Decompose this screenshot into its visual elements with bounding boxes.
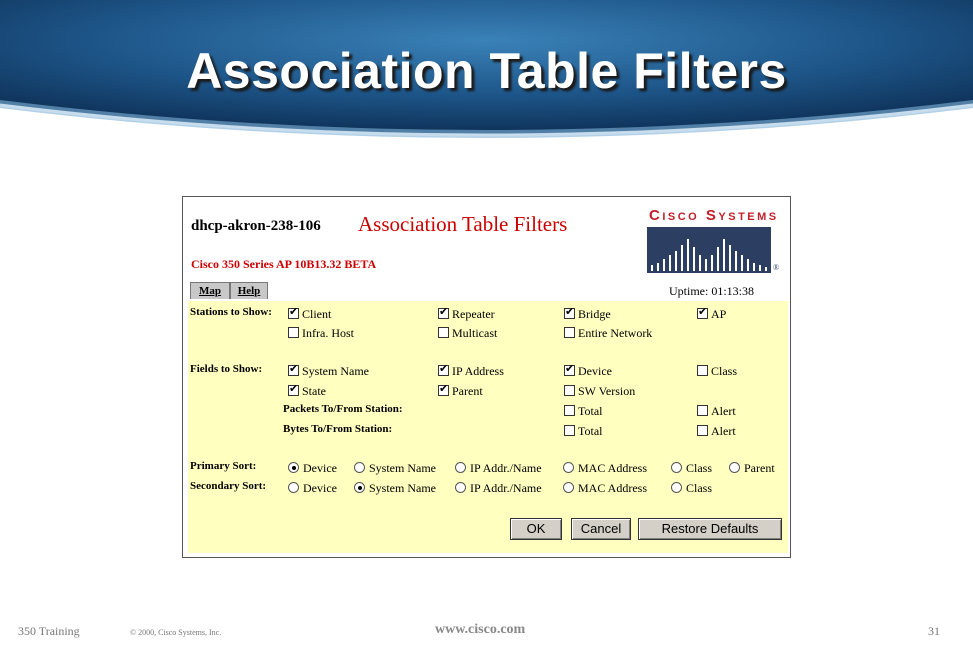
repeater-checkbox[interactable] <box>438 308 449 319</box>
primary-sort-device[interactable] <box>288 461 337 475</box>
ip-address-label: IP Address <box>452 364 504 378</box>
packets-total-label: Total <box>578 404 603 418</box>
bytes-label: Bytes To/From Station: <box>283 423 393 435</box>
secondary-device-label: Device <box>303 481 337 495</box>
bytes-total-label: Total <box>578 424 603 438</box>
secondary-sort-device[interactable] <box>288 481 337 495</box>
bridge-checkbox[interactable] <box>564 308 575 319</box>
secondary-mac-radio[interactable] <box>563 482 574 493</box>
station-multicast-option[interactable] <box>438 326 497 340</box>
primary-device-radio[interactable] <box>288 462 299 473</box>
ap-checkbox[interactable] <box>697 308 708 319</box>
packets-alert-checkbox[interactable] <box>697 405 708 416</box>
screenshot-panel <box>182 196 791 558</box>
secondary-sort-system-name[interactable] <box>354 481 436 495</box>
secondary-sort-mac[interactable] <box>563 481 647 495</box>
primary-class-label: Class <box>686 461 713 475</box>
restore-defaults-button[interactable]: Restore Defaults <box>638 518 782 540</box>
state-label: State <box>302 384 326 398</box>
multicast-label: Multicast <box>452 326 498 340</box>
station-client-option[interactable] <box>288 307 331 321</box>
stations-label: Stations to Show: <box>190 306 272 318</box>
primary-system-name-radio[interactable] <box>354 462 365 473</box>
parent-checkbox[interactable] <box>438 385 449 396</box>
field-class-option[interactable] <box>697 364 737 378</box>
packets-alert-label: Alert <box>711 404 736 418</box>
secondary-system-name-label: System Name <box>369 481 436 495</box>
footer-course: 350 Training <box>18 624 80 638</box>
bytes-total-option[interactable] <box>564 424 603 438</box>
field-ip-address-option[interactable] <box>438 364 504 378</box>
primary-ip-radio[interactable] <box>455 462 466 473</box>
cisco-logo <box>645 203 783 275</box>
primary-system-name-label: System Name <box>369 461 436 475</box>
entire-network-checkbox[interactable] <box>564 327 575 338</box>
secondary-sort-ip[interactable] <box>455 481 542 495</box>
field-system-name-option[interactable] <box>288 364 369 378</box>
primary-sort-parent[interactable] <box>729 461 775 475</box>
cancel-button[interactable]: Cancel <box>571 518 631 540</box>
tab-map[interactable]: Map <box>190 282 230 299</box>
infra-host-label: Infra. Host <box>302 326 354 340</box>
device-label: Device <box>578 364 612 378</box>
primary-sort-class[interactable] <box>671 461 712 475</box>
multicast-checkbox[interactable] <box>438 327 449 338</box>
cisco-logo-text: Cisco Systems <box>649 207 779 224</box>
slide-title: Association Table Filters <box>186 43 787 99</box>
product-version: Cisco 350 Series AP 10B13.32 BETA <box>191 257 377 271</box>
primary-parent-label: Parent <box>744 461 775 475</box>
secondary-class-radio[interactable] <box>671 482 682 493</box>
secondary-system-name-radio[interactable] <box>354 482 365 493</box>
state-checkbox[interactable] <box>288 385 299 396</box>
packets-label: Packets To/From Station: <box>283 403 403 415</box>
class-label: Class <box>711 364 738 378</box>
registered-mark: ® <box>773 263 780 272</box>
repeater-label: Repeater <box>452 307 495 321</box>
ap-label: AP <box>711 307 727 321</box>
secondary-device-radio[interactable] <box>288 482 299 493</box>
ok-button[interactable]: OK <box>510 518 562 540</box>
client-checkbox[interactable] <box>288 308 299 319</box>
secondary-mac-label: MAC Address <box>578 481 648 495</box>
primary-class-radio[interactable] <box>671 462 682 473</box>
page-number: 31 <box>928 624 940 638</box>
sw-version-label: SW Version <box>578 384 636 398</box>
primary-ip-label: IP Addr./Name <box>470 461 542 475</box>
infra-host-checkbox[interactable] <box>288 327 299 338</box>
secondary-ip-radio[interactable] <box>455 482 466 493</box>
system-name-checkbox[interactable] <box>288 365 299 376</box>
primary-parent-radio[interactable] <box>729 462 740 473</box>
ip-address-checkbox[interactable] <box>438 365 449 376</box>
parent-label: Parent <box>452 384 483 398</box>
packets-total-option[interactable] <box>564 404 603 418</box>
class-checkbox[interactable] <box>697 365 708 376</box>
station-bridge-option[interactable] <box>564 307 611 321</box>
station-repeater-option[interactable] <box>438 307 495 321</box>
filter-form <box>188 301 788 553</box>
page-title: Association Table Filters <box>358 212 568 236</box>
primary-sort-ip[interactable] <box>455 461 542 475</box>
field-sw-version-option[interactable] <box>564 384 635 398</box>
primary-device-label: Device <box>303 461 337 475</box>
uptime-display: Uptime: 01:13:38 <box>669 284 754 298</box>
bytes-alert-checkbox[interactable] <box>697 425 708 436</box>
field-device-option[interactable] <box>564 364 612 378</box>
system-name-label: System Name <box>302 364 369 378</box>
hostname: dhcp-akron-238-106 <box>191 218 321 234</box>
station-infra-host-option[interactable] <box>288 326 354 340</box>
primary-mac-label: MAC Address <box>578 461 648 475</box>
station-entire-network-option[interactable] <box>564 326 652 340</box>
client-label: Client <box>302 307 332 321</box>
field-parent-option[interactable] <box>438 384 483 398</box>
packets-total-checkbox[interactable] <box>564 405 575 416</box>
secondary-ip-label: IP Addr./Name <box>470 481 542 495</box>
bytes-alert-label: Alert <box>711 424 736 438</box>
cisco-bridge-icon <box>647 227 771 273</box>
station-ap-option[interactable] <box>697 307 726 321</box>
primary-sort-system-name[interactable] <box>354 461 436 475</box>
primary-mac-radio[interactable] <box>563 462 574 473</box>
secondary-sort-class[interactable] <box>671 481 712 495</box>
sw-version-checkbox[interactable] <box>564 385 575 396</box>
footer-url: www.cisco.com <box>435 622 526 637</box>
secondary-class-label: Class <box>686 481 713 495</box>
bytes-total-checkbox[interactable] <box>564 425 575 436</box>
primary-sort-mac[interactable] <box>563 461 647 475</box>
field-state-option[interactable] <box>288 384 326 398</box>
primary-sort-label: Primary Sort: <box>190 460 257 472</box>
entire-network-label: Entire Network <box>578 326 653 340</box>
secondary-sort-label: Secondary Sort: <box>190 480 267 492</box>
bytes-alert-option[interactable] <box>697 424 736 438</box>
fields-label: Fields to Show: <box>190 363 263 375</box>
bridge-label: Bridge <box>578 307 611 321</box>
device-checkbox[interactable] <box>564 365 575 376</box>
packets-alert-option[interactable] <box>697 404 736 418</box>
tab-help[interactable]: Help <box>230 282 268 299</box>
footer-copyright: © 2000, Cisco Systems, Inc. <box>130 628 222 637</box>
